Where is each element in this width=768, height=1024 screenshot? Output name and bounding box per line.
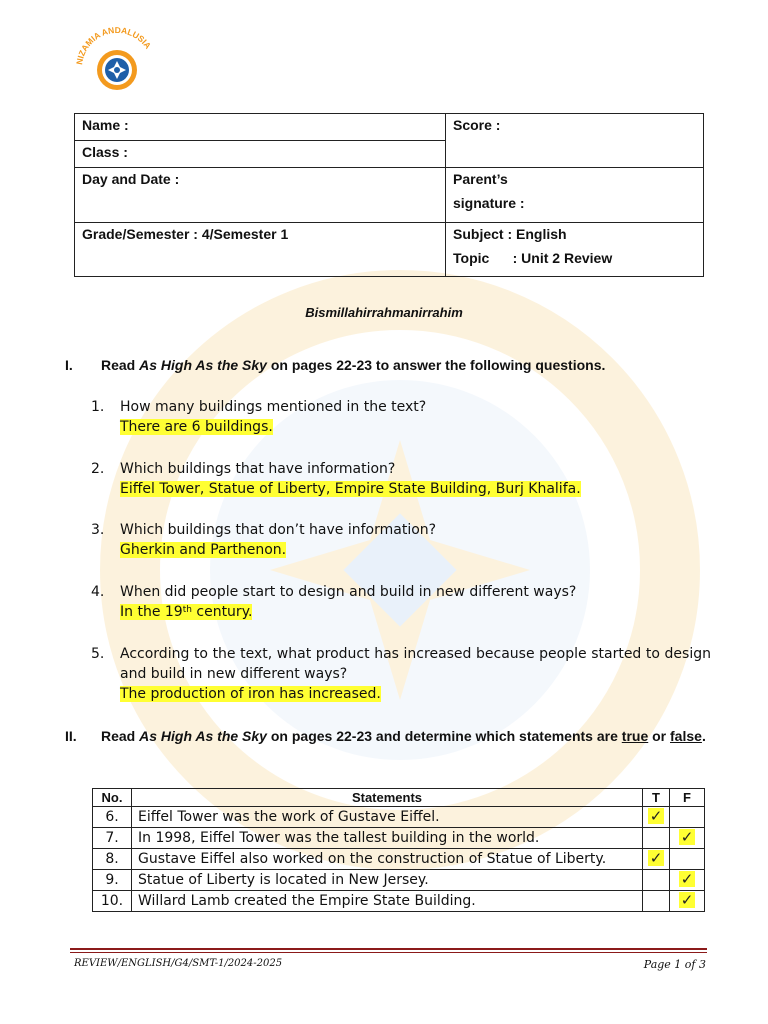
check-mark-icon: ✓ <box>680 870 694 888</box>
table-row: 8. Gustave Eiffel also worked on the construction of Statue of Liberty. ✓ <box>93 849 705 870</box>
header-no: No. <box>93 789 132 807</box>
footer-divider <box>70 948 707 950</box>
answer-text: There are 6 buildings. <box>120 419 273 435</box>
question-text: How many buildings mentioned in the text? <box>120 399 427 415</box>
topic-label: Topic : Unit 2 Review <box>453 250 613 266</box>
question-text: Which buildings that have information? <box>120 461 396 477</box>
header-true: T <box>643 789 670 807</box>
footer-document-code: REVIEW/ENGLISH/G4/SMT-1/2024-2025 <box>74 958 283 969</box>
table-row: 10. Willard Lamb created the Empire State Building. ✓ <box>93 891 705 912</box>
name-cell[interactable]: Name : <box>75 114 446 141</box>
question-text: When did people start to design and build in new different ways? <box>120 584 577 600</box>
false-cell[interactable] <box>670 870 705 891</box>
class-cell[interactable]: Class : <box>75 141 446 168</box>
question-4: 4. When did people start to design and build in new different ways? In the 19th century. <box>91 582 711 622</box>
answer-text: Eiffel Tower, Statue of Liberty, Empire State Building, Burj Khalifa. <box>120 481 581 497</box>
table-row: 7. In 1998, Eiffel Tower was the tallest building in the world. ✓ <box>93 828 705 849</box>
check-mark-icon: ✓ <box>680 891 694 909</box>
true-cell[interactable] <box>643 807 670 828</box>
subject-topic-cell <box>446 223 704 277</box>
student-info-table <box>74 113 704 277</box>
true-cell[interactable] <box>643 891 670 912</box>
question-text: Which buildings that don’t have information? <box>120 522 437 538</box>
true-cell[interactable] <box>643 828 670 849</box>
header-statements: Statements <box>132 789 643 807</box>
svg-text:NIZAMIA ANDALUSIA: NIZAMIA ANDALUSIA <box>74 24 154 66</box>
false-cell[interactable] <box>670 849 705 870</box>
check-mark-icon: ✓ <box>680 828 694 846</box>
day-date-cell[interactable]: Day and Date : <box>75 168 446 223</box>
parent-signature-cell[interactable] <box>446 168 704 223</box>
table-row: 6. Eiffel Tower was the work of Gustave Eiffel. ✓ <box>93 807 705 828</box>
check-mark-icon: ✓ <box>649 807 663 825</box>
section-1-number: I. <box>65 357 73 373</box>
table-row: 9. Statue of Liberty is located in New Jersey. ✓ <box>93 870 705 891</box>
question-text: According to the text, what product has increased because people started to design and build in new different ways? <box>120 646 711 682</box>
grade-semester-cell: Grade/Semester : 4/Semester 1 <box>75 223 446 277</box>
footer-divider-thin <box>70 952 707 953</box>
header-false: F <box>670 789 705 807</box>
false-cell[interactable] <box>670 891 705 912</box>
false-cell[interactable] <box>670 828 705 849</box>
question-2: 2. Which buildings that have information? Eiffel Tower, Statue of Liberty, Empire State Building, Burj Khalifa. <box>91 459 711 499</box>
section-2-heading: II. Read As High As the Sky on pages 22-23 and determine which statements are true or false. <box>65 725 713 747</box>
parent-label: Parent’s <box>453 171 508 187</box>
score-cell[interactable]: Score : <box>446 114 704 168</box>
footer-page-number: Page 1 of 3 <box>643 958 706 971</box>
table-header-row <box>93 789 705 807</box>
signature-label: signature : <box>453 195 525 211</box>
answer-text: Gherkin and Parthenon. <box>120 542 287 558</box>
school-logo <box>72 24 162 98</box>
answer-text: The production of iron has increased. <box>120 686 381 702</box>
subject-label: Subject : English <box>453 226 567 242</box>
question-3: 3. Which buildings that don’t have information? Gherkin and Parthenon. <box>91 520 711 560</box>
true-cell[interactable] <box>643 870 670 891</box>
false-cell[interactable] <box>670 807 705 828</box>
bismillah-heading: Bismillahirrahmanirrahim <box>305 305 463 320</box>
question-1: 1. How many buildings mentioned in the text? There are 6 buildings. <box>91 397 711 437</box>
check-mark-icon: ✓ <box>649 849 663 867</box>
question-5: 5. According to the text, what product has increased because people started to design and build in new different ways? The production of iron has increased. <box>91 646 711 702</box>
true-false-table <box>92 788 705 912</box>
answer-text: In the 19th century. <box>120 604 253 620</box>
section-1-heading: I. Read As High As the Sky on pages 22-23 to answer the following questions. <box>65 354 713 376</box>
section-2-number: II. <box>65 728 77 744</box>
true-cell[interactable] <box>643 849 670 870</box>
